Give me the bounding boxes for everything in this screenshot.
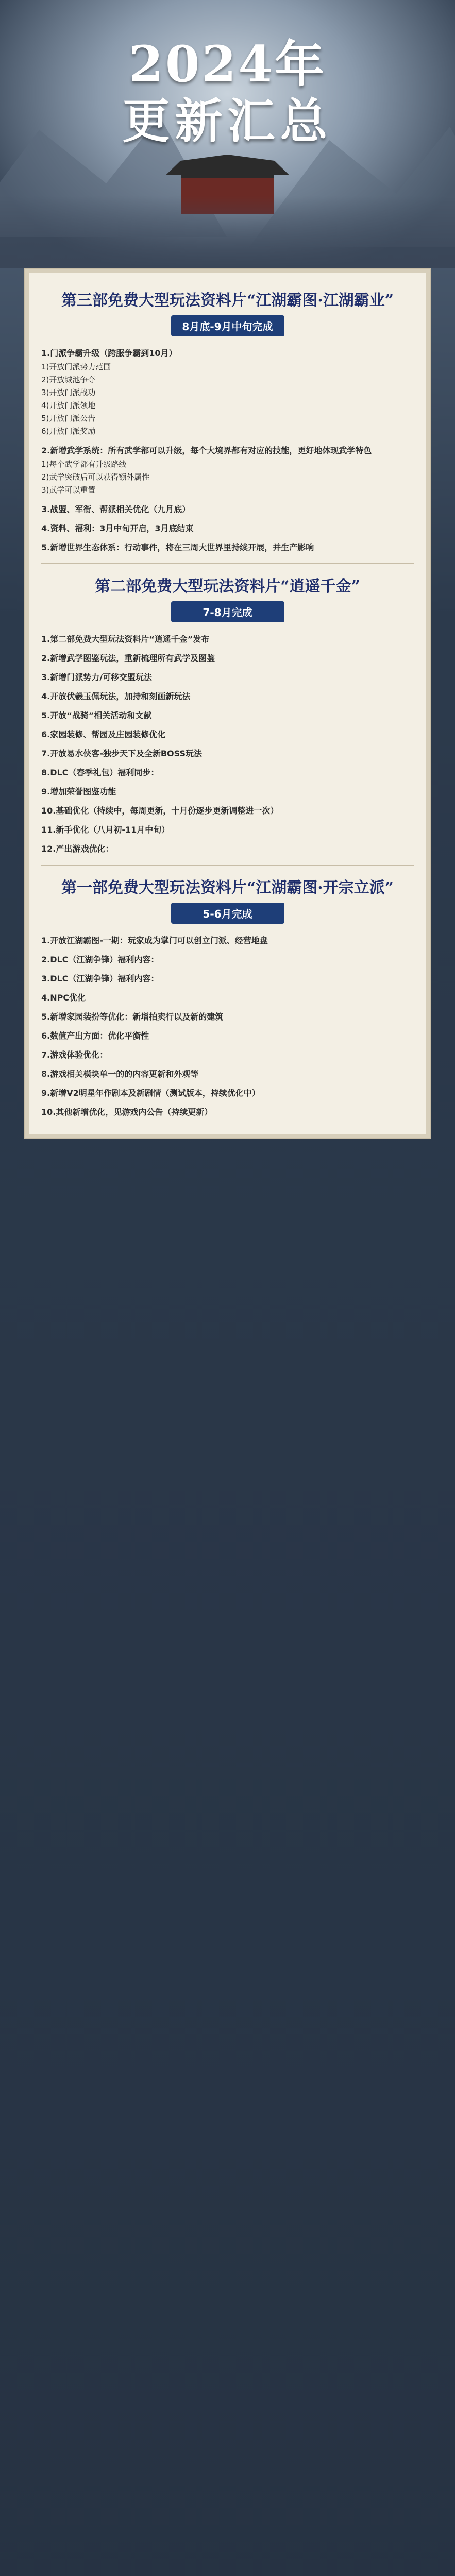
update-item-heading: 4.NPC优化 <box>41 993 86 1003</box>
hero-title-line2: 更新汇总 <box>122 93 333 149</box>
update-item <box>41 1067 414 1080</box>
update-item-heading: 1.门派争霸升级（跨服争霸到10月） <box>41 348 177 358</box>
update-item <box>41 823 414 836</box>
update-item <box>41 690 414 703</box>
section-title: 第三部免费大型玩法资料片“江湖霸图·江湖霸业” <box>61 292 394 310</box>
update-section <box>41 875 414 1118</box>
update-item <box>41 1048 414 1061</box>
update-item <box>41 728 414 741</box>
update-item-heading: 6.家园装修、帮园及庄园装修优化 <box>41 730 166 739</box>
sections-container <box>41 287 414 1118</box>
update-item <box>41 522 414 535</box>
update-section <box>41 287 414 554</box>
update-item-line: 6)开放门派奖励 <box>41 427 96 436</box>
update-item <box>41 633 414 646</box>
update-item <box>41 842 414 855</box>
update-item-heading: 6.数值产出方面：优化平衡性 <box>41 1031 149 1041</box>
section-title: 第一部免费大型玩法资料片“江湖霸图·开宗立派” <box>61 879 394 897</box>
update-item <box>41 1087 414 1099</box>
update-item <box>41 709 414 722</box>
section-title: 第二部免费大型玩法资料片“逍遥千金” <box>95 578 360 596</box>
update-item <box>41 503 414 516</box>
update-item-heading: 1.开放江湖霸图-一期：玩家成为掌门可以创立门派、经营地盘 <box>41 936 268 945</box>
update-item <box>41 991 414 1004</box>
section-date-badge: 7-8月完成 <box>171 601 284 622</box>
update-item-line: 2)开放城池争夺 <box>41 375 96 384</box>
update-item <box>41 972 414 985</box>
update-item-line: 4)开放门派领地 <box>41 401 96 410</box>
content-panel <box>24 268 431 1139</box>
update-item-heading: 5.新增世界生态体系：行动事件，将在三周大世界里持续开展，并生产影响 <box>41 543 314 552</box>
update-item <box>41 671 414 684</box>
update-item-heading: 9.新增V2明星年作剧本及新剧情（测试版本，持续优化中） <box>41 1088 260 1098</box>
update-item <box>41 747 414 760</box>
update-item-heading: 3.DLC（江湖争锋）福利内容： <box>41 974 159 984</box>
update-item <box>41 785 414 798</box>
update-item-heading: 1.第二部免费大型玩法资料片“逍遥千金”发布 <box>41 634 210 644</box>
hero-title <box>0 36 455 149</box>
hero-banner <box>0 0 455 268</box>
update-item <box>41 444 414 497</box>
section-date-badge: 8月底-9月中旬完成 <box>171 315 284 336</box>
update-item-line: 1)每个武学都有升级路线 <box>41 460 127 469</box>
update-item <box>41 347 414 438</box>
update-item-heading: 4.开放伏羲玉佩玩法，加持和刻画新玩法 <box>41 691 191 701</box>
update-item-heading: 4.资料、福利：3月中旬开启，3月底结束 <box>41 523 194 533</box>
update-item-heading: 11.新手优化（八月初-11月中旬） <box>41 825 170 835</box>
hero-title-line1: 2024年 <box>128 35 327 93</box>
update-item-heading: 2.DLC（江湖争锋）福利内容： <box>41 955 159 964</box>
update-item <box>41 1106 414 1118</box>
update-item-line: 3)武学可以重置 <box>41 485 96 495</box>
update-item-heading: 5.开放“战骑”相关活动和文献 <box>41 710 152 720</box>
update-item-line: 1)开放门派势力范围 <box>41 362 111 371</box>
section-divider <box>41 563 414 564</box>
update-item-heading: 3.新增门派势力/可移交盟玩法 <box>41 672 153 682</box>
update-item-heading: 9.增加荣誉图鉴功能 <box>41 787 116 796</box>
update-item-heading: 10.基础优化（持续中，每周更新，十月份逐步更新调整进一次） <box>41 806 279 816</box>
update-item <box>41 1029 414 1042</box>
update-item-line: 3)开放门派战功 <box>41 388 96 397</box>
update-item-heading: 3.战盟、军衔、帮派相关优化（九月底） <box>41 504 191 514</box>
update-item-heading: 10.其他新增优化，见游戏内公告（持续更新） <box>41 1107 213 1117</box>
update-item-heading: 8.DLC（春季礼包）福利同步： <box>41 768 159 777</box>
section-date-badge: 5-6月完成 <box>171 903 284 924</box>
section-divider <box>41 865 414 866</box>
update-item <box>41 766 414 779</box>
update-item-heading: 5.新增家园装扮等优化：新增拍卖行以及新的建筑 <box>41 1012 224 1022</box>
update-item-heading: 7.开放易水侠客-独步天下及全新BOSS玩法 <box>41 749 202 758</box>
update-item <box>41 953 414 966</box>
update-item <box>41 541 414 554</box>
update-item <box>41 934 414 947</box>
update-item-heading: 2.新增武学系统：所有武学都可以升级，每个大境界都有对应的技能，更好地体现武学特色 <box>41 446 372 455</box>
update-item-heading: 7.游戏体验优化： <box>41 1050 108 1060</box>
update-item-heading: 8.游戏相关模块单一的的内容更新和外观等 <box>41 1069 199 1079</box>
update-item-line: 5)开放门派公告 <box>41 414 96 423</box>
update-item <box>41 1010 414 1023</box>
update-item <box>41 652 414 665</box>
update-section <box>41 573 414 855</box>
update-item-heading: 2.新增武学图鉴玩法，重新梳理所有武学及图鉴 <box>41 653 215 663</box>
update-item-line: 2)武学突破后可以获得额外属性 <box>41 472 150 482</box>
update-item-heading: 12.严出游戏优化： <box>41 844 114 854</box>
update-item <box>41 804 414 817</box>
